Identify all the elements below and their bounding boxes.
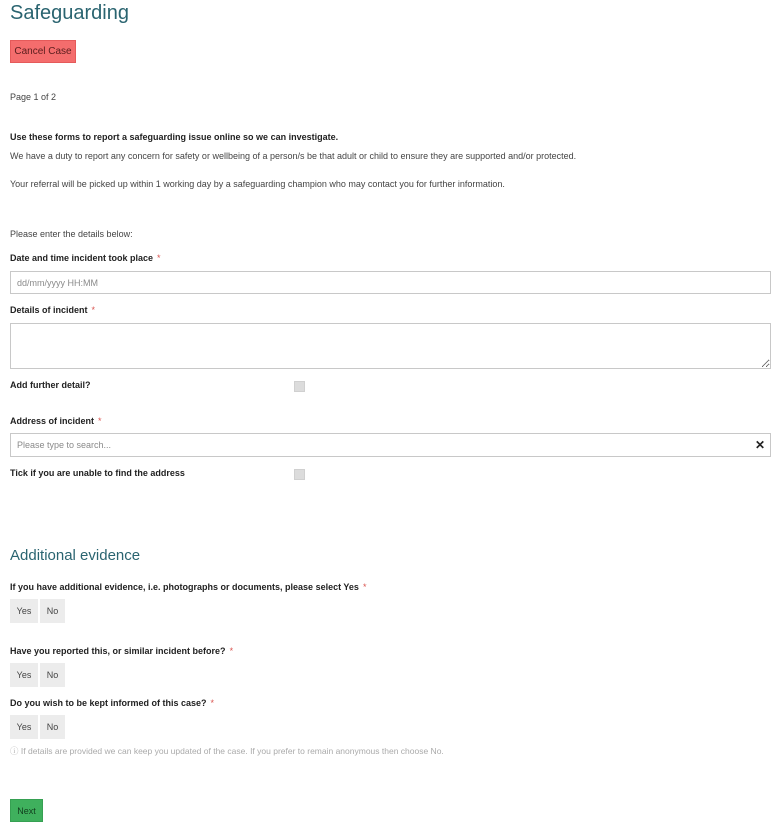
- kept-informed-no-button[interactable]: No: [40, 715, 65, 739]
- duty-text: We have a duty to report any concern for safety or wellbeing of a person/s be that adult or child to ensure they are supported and/or protected.: [10, 151, 577, 161]
- address-label: [10, 415, 102, 427]
- evidence-no-button[interactable]: No: [40, 599, 65, 623]
- required-marker: *: [157, 253, 161, 263]
- info-icon: ⓘ: [10, 746, 19, 756]
- details-label: [10, 304, 95, 316]
- reported-before-text: Have you reported this, or similar incident before?: [10, 646, 226, 656]
- kept-informed-label: [10, 697, 214, 709]
- details-prompt: Please enter the details below:: [10, 229, 133, 239]
- required-marker: *: [91, 305, 96, 315]
- cancel-case-button[interactable]: Cancel Case: [10, 40, 76, 63]
- datetime-label: [10, 252, 161, 264]
- intro-heading: Use these forms to report a safeguarding issue online so we can investigate.: [10, 132, 339, 142]
- evidence-yes-button[interactable]: Yes: [10, 599, 38, 623]
- kept-informed-yes-no-toggle: [10, 715, 65, 739]
- clear-icon[interactable]: ✕: [754, 438, 766, 452]
- required-marker: *: [229, 646, 234, 656]
- datetime-input[interactable]: [10, 271, 771, 294]
- page-title: Safeguarding: [10, 2, 129, 24]
- evidence-question-text: If you have additional evidence, i.e. photographs or documents, please select Yes: [10, 582, 359, 592]
- reported-before-yes-no-toggle: [10, 663, 65, 687]
- next-button[interactable]: Next: [10, 799, 43, 822]
- evidence-question-label: [10, 581, 366, 593]
- kept-informed-yes-button[interactable]: Yes: [10, 715, 38, 739]
- page-indicator: Page 1 of 2: [10, 92, 57, 102]
- further-detail-label: Add further detail?: [10, 380, 91, 390]
- required-marker: *: [98, 416, 102, 426]
- datetime-label-text: Date and time incident took place: [10, 253, 154, 263]
- kept-informed-text: Do you wish to be kept informed of this case?: [10, 698, 207, 708]
- additional-evidence-heading: Additional evidence: [10, 547, 141, 564]
- no-address-checkbox[interactable]: [294, 469, 305, 480]
- address-search-input[interactable]: [10, 433, 771, 457]
- required-marker: *: [210, 698, 215, 708]
- reported-before-label: [10, 645, 233, 657]
- pickup-text: Your referral will be picked up within 1 working day by a safeguarding champion who may contact you for further information.: [10, 179, 505, 189]
- further-detail-checkbox[interactable]: [294, 381, 305, 392]
- details-label-text: Details of incident: [10, 305, 88, 315]
- address-label-text: Address of incident: [10, 416, 95, 426]
- reported-before-yes-button[interactable]: Yes: [10, 663, 38, 687]
- reported-before-no-button[interactable]: No: [40, 663, 65, 687]
- no-address-label: Tick if you are unable to find the address: [10, 468, 185, 478]
- anonymity-info-text: If details are provided we can keep you updated of the case. If you prefer to remain anonymous then choose No.: [20, 746, 444, 756]
- details-textarea[interactable]: [10, 323, 771, 369]
- required-marker: *: [362, 582, 367, 592]
- evidence-yes-no-toggle: [10, 599, 65, 623]
- anonymity-info: [10, 745, 444, 757]
